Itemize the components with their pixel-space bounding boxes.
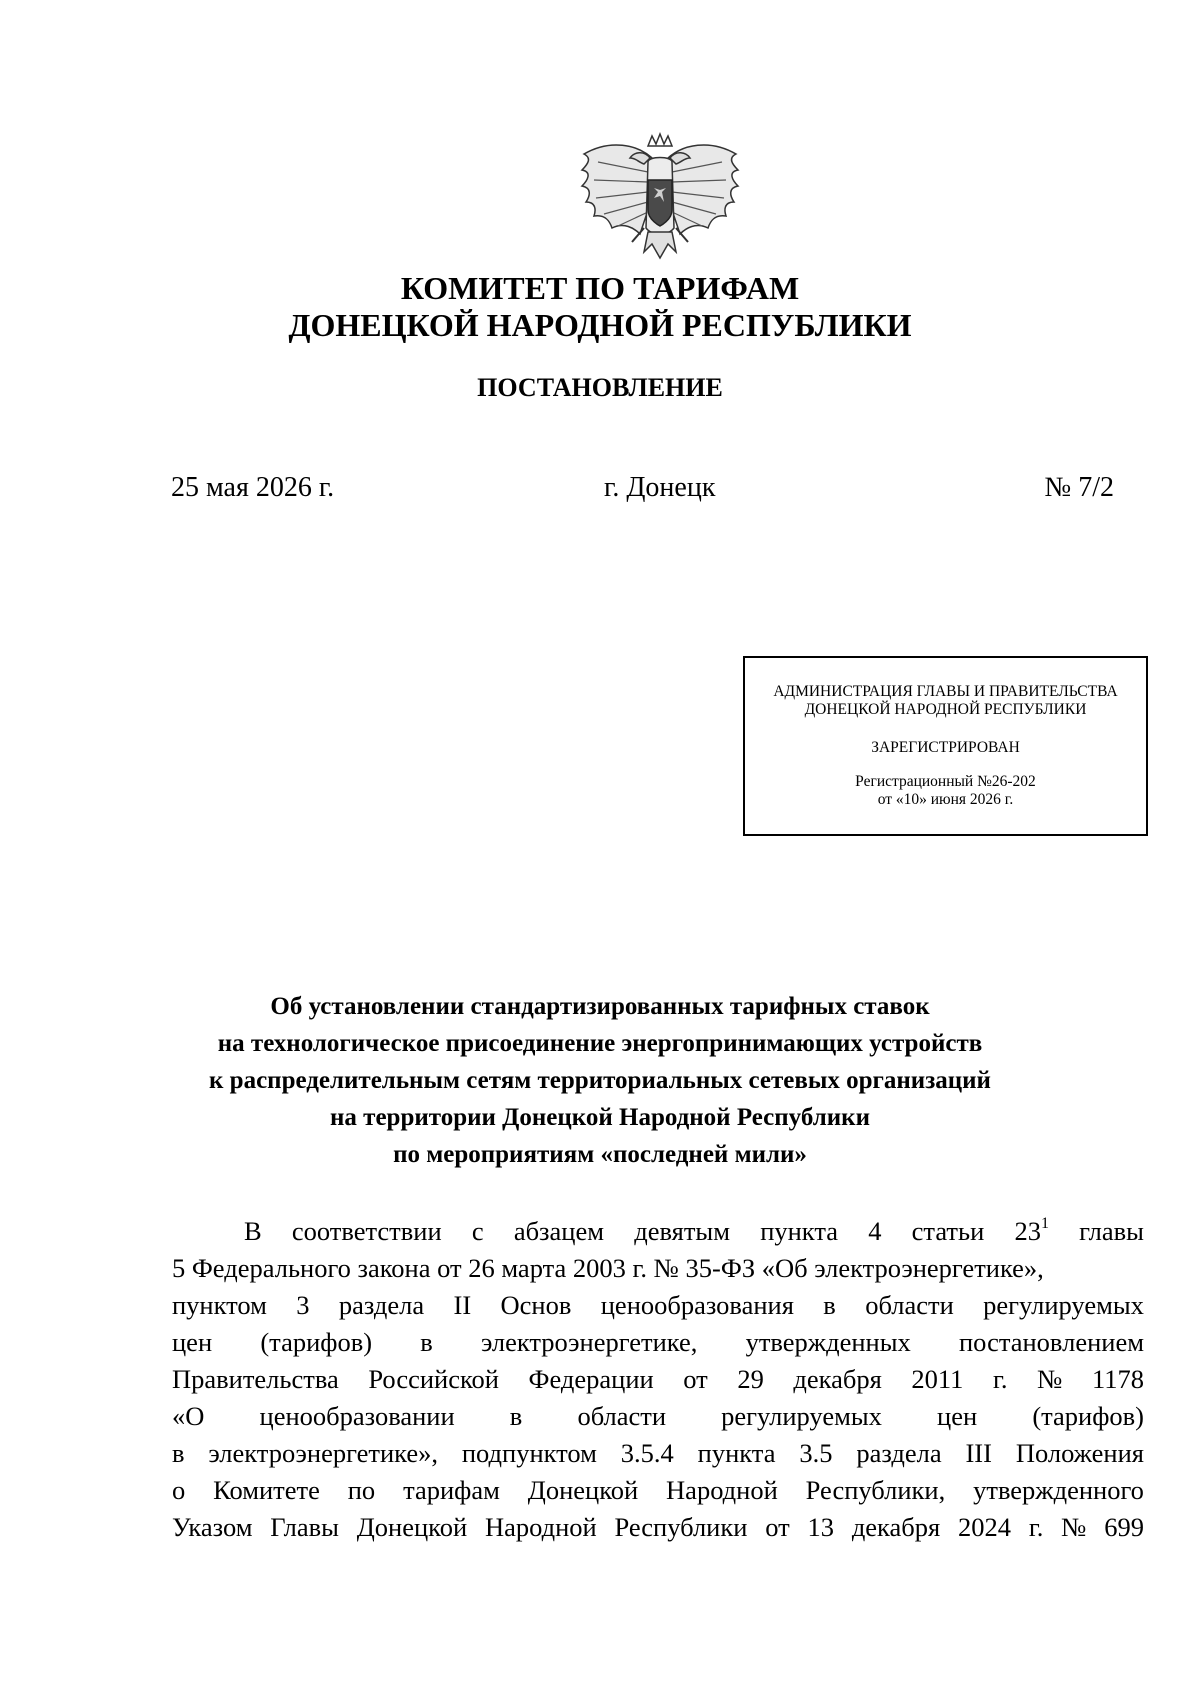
document-city: г. Донецк (604, 472, 716, 503)
body-line: в электроэнергетике», подпунктом 3.5.4 пункта 3.5 раздела III Положения (172, 1438, 1144, 1468)
subject-line: по мероприятиям «последней мили» (393, 1141, 807, 1168)
subject-line: на территории Донецкой Народной Республики (330, 1104, 870, 1131)
stamp-status: ЗАРЕГИСТРИРОВАН (871, 739, 1020, 756)
body-line: о Комитете по тарифам Донецкой Народной Республики, утвержденного (172, 1475, 1144, 1505)
registration-stamp (743, 656, 1148, 836)
organization-name-line-2: ДОНЕЦКОЙ НАРОДНОЙ РЕСПУБЛИКИ (288, 307, 912, 343)
stamp-org-line-2: ДОНЕЦКОЙ НАРОДНОЙ РЕСПУБЛИКИ (804, 701, 1087, 718)
subject-line: к распределительным сетям территориальных сетевых организаций (209, 1067, 991, 1094)
body-line: 5 Федерального закона от 26 марта 2003 г. № 35-ФЗ «Об электроэнергетике», (172, 1253, 1044, 1283)
document-subject (0, 988, 1200, 1173)
body-paragraph (172, 1213, 1144, 1546)
body-line: Указом Главы Донецкой Народной Республики от 13 декабря 2024 г. № 699 (172, 1512, 1144, 1542)
document-date: 25 мая 2026 г. (171, 472, 335, 503)
stamp-registration-date: от «10» июня 2026 г. (877, 791, 1014, 808)
stamp-org-line-1: АДМИНИСТРАЦИЯ ГЛАВЫ И ПРАВИТЕЛЬСТВА (773, 683, 1118, 700)
body-line: В соответствии с абзацем девятым пункта 4 статьи $23^1$ главы (172, 1213, 1144, 1250)
body-line: цен (тарифов) в электроэнергетике, утвержденных постановлением (172, 1327, 1144, 1357)
organization-name-line-1: КОМИТЕТ ПО ТАРИФАМ (400, 270, 800, 306)
body-line: «О ценообразовании в области регулируемых цен (тарифов) (172, 1401, 1144, 1431)
body-line: Правительства Российской Федерации от 29 декабря 2011 г. № 1178 (172, 1364, 1144, 1394)
article-number: $23^1$ (1014, 1215, 1049, 1246)
coat-of-arms-icon (578, 132, 742, 264)
subject-line: Об установлении стандартизированных тарифных ставок (270, 993, 930, 1020)
document-type: ПОСТАНОВЛЕНИЕ (477, 373, 723, 402)
subject-line: на технологическое присоединение энергопринимающих устройств (217, 1030, 983, 1057)
body-line: пунктом 3 раздела II Основ ценообразования в области регулируемых (172, 1290, 1144, 1320)
stamp-registration-number: Регистрационный №26-202 (855, 773, 1036, 790)
document-number: № 7/2 (1044, 472, 1114, 503)
